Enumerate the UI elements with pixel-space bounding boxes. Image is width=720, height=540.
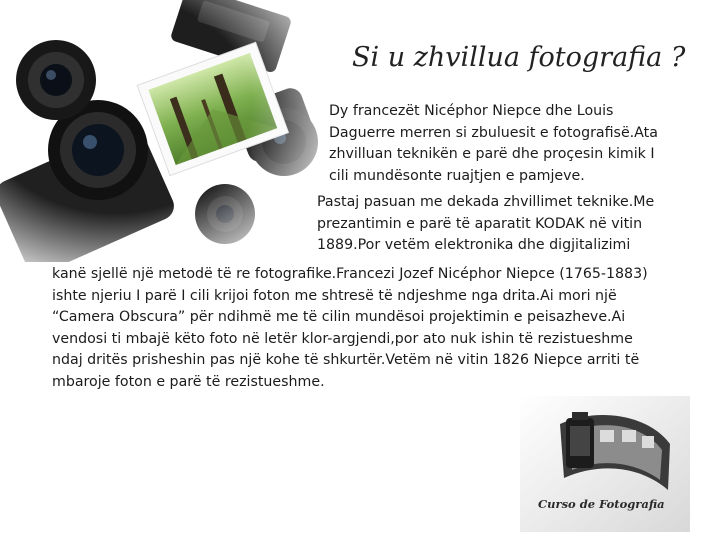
slide-title: Si u zhvillua fotografia ? (352, 42, 686, 73)
paragraph-kodak: Pastaj pasuan me dekada zhvillimet teknike.Me prezantimin e parë të aparatit KODAK në vitin 1889.Por vetëm elektronika dhe digjitalizimi (317, 194, 655, 254)
paragraph-inventors: Dy francezët Nicéphor Niepce dhe Louis Daguerre merren si zbuluesit e fotografisë.Ata zhvilluan teknikën e parë dhe proçesin kimik I cili mundësonte ruajtjen e pamjeve. (329, 103, 658, 184)
camera-collage-image (0, 0, 330, 262)
film-canister-icon (566, 412, 594, 468)
paragraph-niepce: kanë sjellë një metodë të re fotografike.Francezi Jozef Nicéphor Niepce (1765-1883) ishte njeriu I parë I cili krijoi foton me shtresë të ndjeshme nga drita.Ai mori një “Camera Obscura” për ndihmë me të cilin mundësoi projektimin e peisazheve.Ai vendosi ti mbajë këto foto në letër klor-argjendi,por ato nuk ishin të rezistueshme ndaj dritës prisheshin pas një kohe të shkurtër.Vetëm në vitin 1826 Niepce arriti të mbaroje foton e parë të rezistueshme. (52, 266, 648, 390)
photography-course-logo (520, 396, 690, 532)
logo-text: Curso de Fotografia (538, 497, 665, 511)
